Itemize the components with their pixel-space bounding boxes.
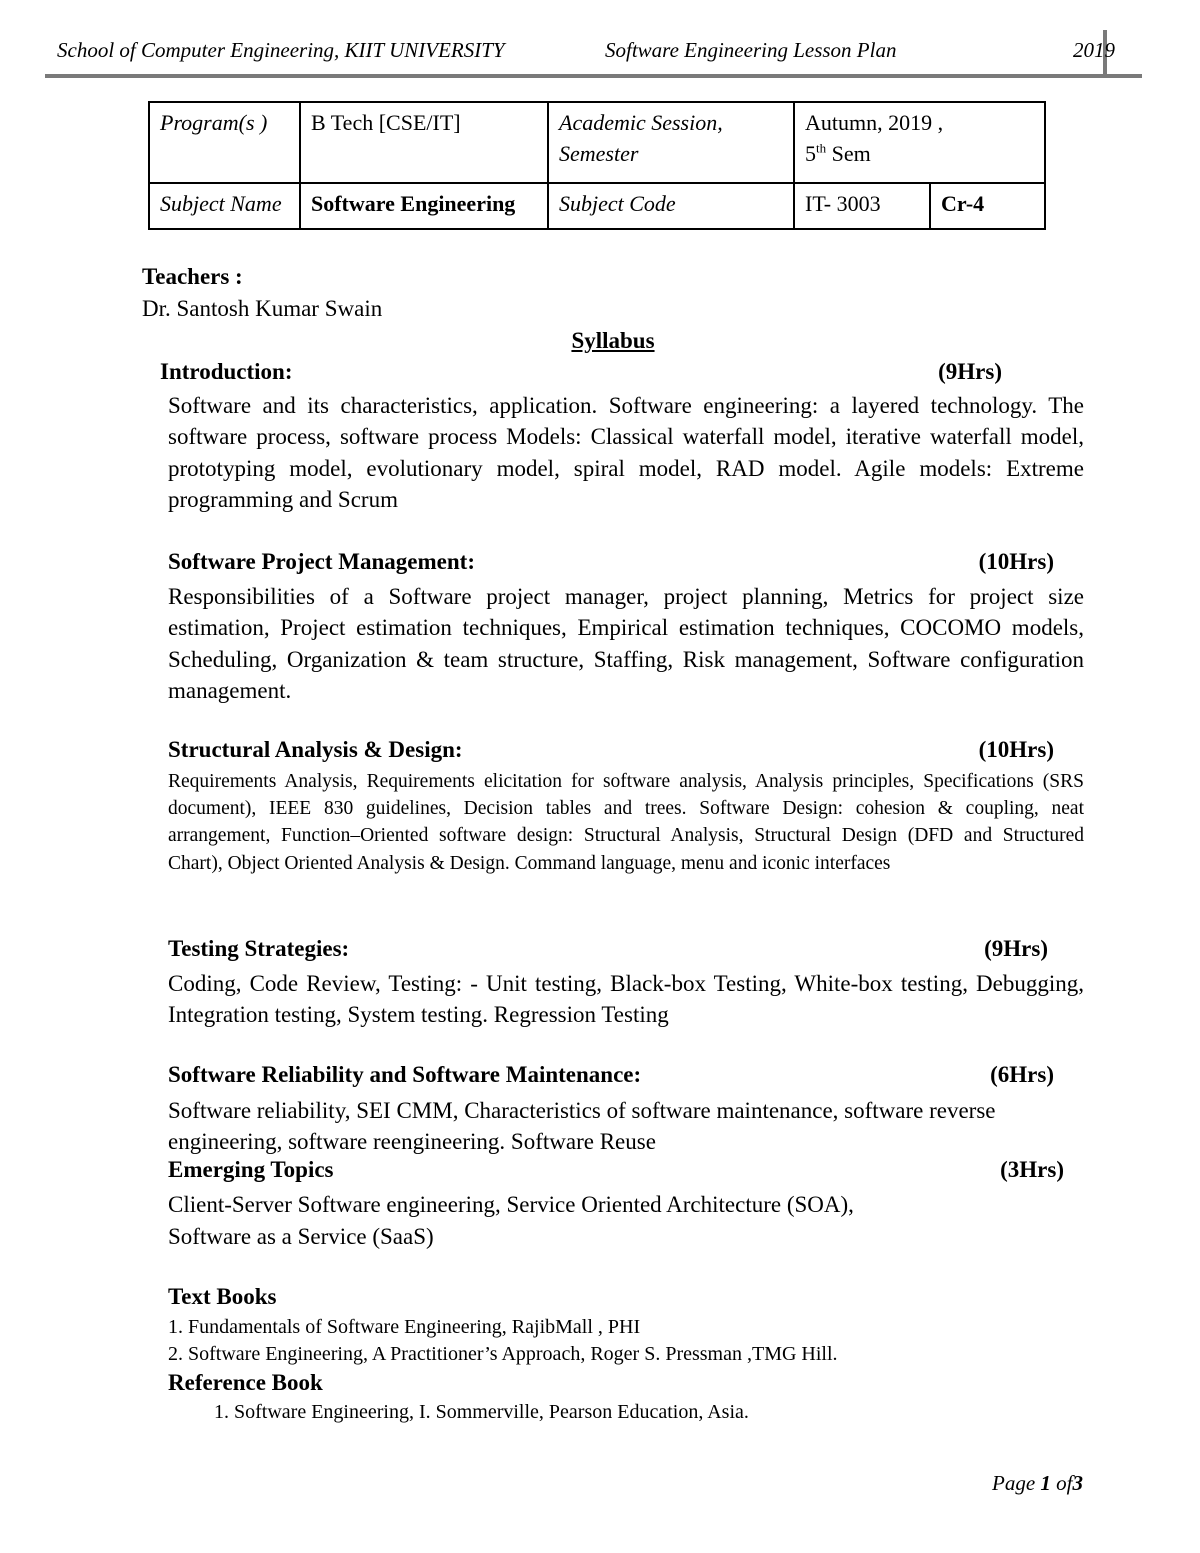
list-item: 1. Software Engineering, I. Sommerville, Pearson Education, Asia. (214, 1401, 749, 1423)
section-title: Software Reliability and Software Maintenance: (168, 1062, 642, 1087)
section-heading (168, 936, 1048, 962)
section-hours: (9Hrs) (984, 936, 1048, 961)
section-heading (168, 1157, 1064, 1183)
reference-book-heading: Reference Book (168, 1370, 323, 1395)
teacher-name: Dr. Santosh Kumar Swain (142, 296, 383, 321)
syllabus-title: Syllabus (571, 328, 655, 353)
table-row (149, 183, 1045, 229)
program-label: Program(s ) (149, 102, 300, 183)
table-row (149, 102, 1045, 183)
page-header (45, 30, 1142, 78)
page-number: Page 1 of3 (992, 1471, 1083, 1495)
subject-code-label: Subject Code (548, 183, 794, 229)
section-body: Coding, Code Review, Testing: - Unit testing, Black-box Testing, White-box testing, Debugging, Integration testing, System testing. Regression Testing (168, 971, 1084, 1028)
section-body-line: Client-Server Software engineering, Service Oriented Architecture (SOA), (168, 1192, 854, 1217)
section-body: Responsibilities of a Software project manager, project planning, Metrics for project size estimation, Project estimation techniques, Empirical estimation techniques, COCOMO models, Scheduling, Organization & team structure, Staffing, Risk management, Software configuration management. (168, 584, 1084, 703)
header-course-plan: Software Engineering Lesson Plan (605, 38, 897, 62)
section-title: Emerging Topics (168, 1157, 334, 1182)
list-item: 1. Fundamentals of Software Engineering, RajibMall , PHI (168, 1316, 641, 1338)
course-info-table (148, 101, 1046, 230)
subject-code-value: IT- 3003 (794, 183, 930, 229)
section-hours: (6Hrs) (990, 1062, 1054, 1087)
session-label: Academic Session, Semester (548, 102, 794, 183)
section-body: Requirements Analysis, Requirements elicitation for software analysis, Analysis principles, Specifications (SRS document), IEEE 830 guidelines, Decision tables and trees. Software Design: cohesion & coupling, neat arrangement, Function–Oriented software design: Structural Analysis, Structural Design (DFD and Structured Chart), Object Oriented Analysis & Design. Command language, menu and iconic interfaces (168, 771, 1084, 874)
section-title: Software Project Management: (168, 549, 475, 574)
list-item: 2. Software Engineering, A Practitioner’s Approach, Roger S. Pressman ,TMG Hill. (168, 1343, 838, 1365)
section-heading (168, 549, 1054, 575)
section-title: Structural Analysis & Design: (168, 737, 463, 762)
session-semester: 5th Sem (805, 140, 871, 166)
section-hours: (3Hrs) (1000, 1157, 1064, 1182)
section-title: Testing Strategies: (168, 936, 350, 961)
header-school: School of Computer Engineering, KIIT UNIVERSITY (57, 38, 505, 62)
section-heading (168, 737, 1054, 763)
section-body: Software reliability, SEI CMM, Characteristics of software maintenance, software reverse engineering, software reengineering. Software Reuse (168, 1098, 996, 1155)
section-heading (168, 1062, 1054, 1088)
section-hours: (10Hrs) (978, 737, 1054, 762)
header-year: 2019 (1073, 38, 1115, 62)
session-year: Autumn, 2019 , (805, 110, 944, 135)
section-title: Introduction: (160, 359, 293, 384)
credit-value: Cr-4 (930, 183, 1045, 229)
subject-name-value: Software Engineering (300, 183, 548, 229)
section-hours: (9Hrs) (938, 359, 1002, 384)
program-value: B Tech [CSE/IT] (300, 102, 548, 183)
section-body-line: Software as a Service (SaaS) (168, 1224, 434, 1249)
session-value (794, 102, 1045, 183)
section-hours: (10Hrs) (978, 549, 1054, 574)
text-books-heading: Text Books (168, 1284, 277, 1309)
subject-name-label: Subject Name (149, 183, 300, 229)
section-heading (160, 359, 1012, 385)
section-body: Software and its characteristics, application. Software engineering: a layered technology. The software process, software process Models: Classical waterfall model, iterative waterfall model, prototyping model, evolutionary model, spiral model, RAD model. Agile models: Extreme programming and Scrum (168, 393, 1084, 512)
teachers-label: Teachers : (142, 264, 243, 289)
